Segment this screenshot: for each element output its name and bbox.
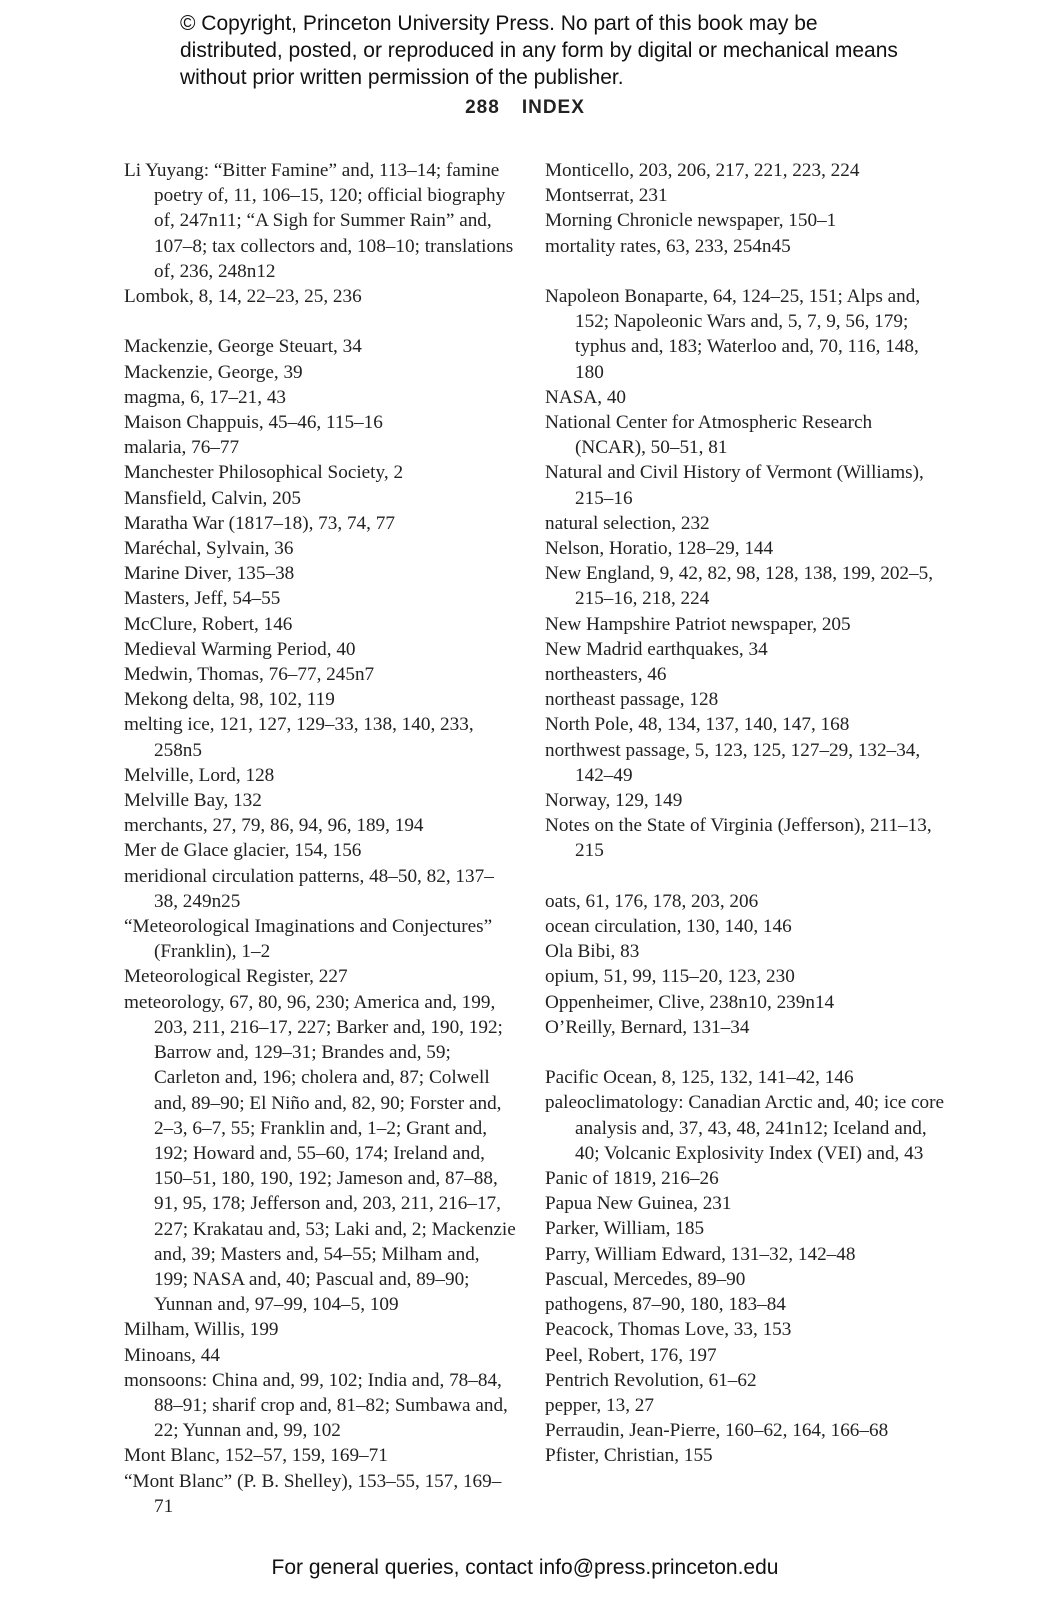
- index-entry: oats, 61, 176, 178, 203, 206: [545, 890, 759, 912]
- index-entry: opium, 51, 99, 115–20, 123, 230: [545, 966, 795, 988]
- index-entry: Lombok, 8, 14, 22–23, 25, 236: [124, 286, 362, 308]
- index-entry: Pacific Ocean, 8, 125, 132, 141–42, 146: [545, 1067, 854, 1089]
- index-entry: Morning Chronicle newspaper, 150–1: [545, 210, 837, 232]
- index-entry: “Meteorological Imaginations and Conjectures” (Franklin), 1–2: [124, 916, 493, 963]
- index-entry: Manchester Philosophical Society, 2: [124, 462, 404, 484]
- index-entry: northeast passage, 128: [545, 689, 719, 711]
- index-entry: Pascual, Mercedes, 89–90: [545, 1268, 746, 1290]
- index-column-right: [545, 158, 945, 1469]
- index-entry: NASA, 40: [545, 386, 627, 408]
- index-entry: “Mont Blanc” (P. B. Shelley), 153–55, 157, 169–71: [124, 1470, 502, 1517]
- index-entry: meridional circulation patterns, 48–50, 82, 137–38, 249n25: [124, 865, 494, 912]
- index-entry: Milham, Willis, 199: [124, 1319, 279, 1341]
- index-entry: Norway, 129, 149: [545, 790, 683, 812]
- index-entry: Papua New Guinea, 231: [545, 1193, 732, 1215]
- index-entry: National Center for Atmospheric Research (NCAR), 50–51, 81: [545, 412, 873, 459]
- index-entry: Perraudin, Jean-Pierre, 160–62, 164, 166–68: [545, 1420, 889, 1442]
- index-entry: Mekong delta, 98, 102, 119: [124, 689, 335, 711]
- index-entry: Montserrat, 231: [545, 185, 668, 207]
- index-entry: natural selection, 232: [545, 512, 710, 534]
- index-entry: North Pole, 48, 134, 137, 140, 147, 168: [545, 714, 850, 736]
- index-entry: malaria, 76–77: [124, 437, 240, 459]
- index-entry: Masters, Jeff, 54–55: [124, 588, 281, 610]
- copyright-notice: © Copyright, Princeton University Press. No part of this book may be distributed, posted, or reproduced in any form by digital or mechanical means without prior written permission of the publisher.: [180, 12, 898, 89]
- index-entry: Maison Chappuis, 45–46, 115–16: [124, 412, 383, 434]
- index-entry: Medieval Warming Period, 40: [124, 638, 356, 660]
- index-entry: Mansfield, Calvin, 205: [124, 487, 301, 509]
- index-entry: Marine Diver, 135–38: [124, 563, 295, 585]
- index-entry: melting ice, 121, 127, 129–33, 138, 140, 233, 258n5: [124, 714, 474, 761]
- index-entry: Panic of 1819, 216–26: [545, 1168, 719, 1190]
- index-entry: Maréchal, Sylvain, 36: [124, 538, 294, 560]
- index-entry: Mackenzie, George, 39: [124, 361, 303, 383]
- index-entry: Minoans, 44: [124, 1344, 220, 1366]
- index-entry: merchants, 27, 79, 86, 94, 96, 189, 194: [124, 815, 424, 837]
- contact-footer: For general queries, contact info@press.princeton.edu: [271, 1556, 779, 1579]
- index-entry: Li Yuyang: “Bitter Famine” and, 113–14; famine poetry of, 11, 106–15, 120; official biography of, 247n11; “A Sigh for Summer Rain” and, 107–8; tax collectors and, 108–10; translations of, 236, 248n12: [124, 160, 514, 282]
- index-entry: Pfister, Christian, 155: [545, 1445, 713, 1467]
- index-entry: New Hampshire Patriot newspaper, 205: [545, 613, 851, 635]
- index-entry: pathogens, 87–90, 180, 183–84: [545, 1294, 786, 1316]
- index-entry: Nelson, Horatio, 128–29, 144: [545, 538, 774, 560]
- running-head: [0, 97, 1050, 119]
- index-entry: Medwin, Thomas, 76–77, 245n7: [124, 664, 375, 686]
- index-entry: pepper, 13, 27: [545, 1394, 654, 1416]
- index-entry: McClure, Robert, 146: [124, 613, 293, 635]
- index-entry: O’Reilly, Bernard, 131–34: [545, 1016, 750, 1038]
- index-entry: monsoons: China and, 99, 102; India and, 78–84, 88–91; sharif crop and, 81–82; Sumbawa and, 22; Yunnan and, 99, 102: [124, 1369, 508, 1442]
- index-entry: northwest passage, 5, 123, 125, 127–29, 132–34, 142–49: [545, 739, 921, 786]
- index-entry: Notes on the State of Virginia (Jefferson), 211–13, 215: [545, 815, 932, 862]
- index-entry: New England, 9, 42, 82, 98, 128, 138, 199, 202–5, 215–16, 218, 224: [545, 563, 933, 610]
- index-entry: Mackenzie, George Steuart, 34: [124, 336, 362, 358]
- index-entry: Meteorological Register, 227: [124, 966, 348, 988]
- index-entry: Melville Bay, 132: [124, 790, 262, 812]
- index-entry: northeasters, 46: [545, 664, 667, 686]
- index-entry: Melville, Lord, 128: [124, 764, 275, 786]
- index-entry: magma, 6, 17–21, 43: [124, 386, 287, 408]
- index-entry: mortality rates, 63, 233, 254n45: [545, 235, 791, 257]
- index-entry: Monticello, 203, 206, 217, 221, 223, 224: [545, 160, 860, 181]
- index-entry: Natural and Civil History of Vermont (Williams), 215–16: [545, 462, 924, 509]
- index-entry: Ola Bibi, 83: [545, 941, 640, 963]
- index-entry: Mont Blanc, 152–57, 159, 169–71: [124, 1445, 388, 1467]
- index-entry: meteorology, 67, 80, 96, 230; America and, 199, 203, 211, 216–17, 227; Barker and, 190, 192; Barrow and, 129–31; Brandes and, 59; Carleton and, 196; cholera and, 87; Colwell and, 89–90; El Niño and, 82, 90; Forster and, 2–3, 6–7, 55; Franklin and, 1–2; Grant and, 192; Howard and, 55–60, 174; Ireland and, 150–51, 180, 190, 192; Jameson and, 87–88, 91, 95, 178; Jefferson and, 203, 211, 216–17, 227; Krakatau and, 53; Laki and, 2; Mackenzie and, 39; Masters and, 54–55; Milham and, 199; NASA and, 40; Pascual and, 89–90; Yunnan and, 97–99, 104–5, 109: [124, 991, 516, 1316]
- index-entry: New Madrid earthquakes, 34: [545, 638, 768, 660]
- index-entry: Pentrich Revolution, 61–62: [545, 1369, 757, 1391]
- index-entry: Parker, William, 185: [545, 1218, 705, 1240]
- page-number: 288: [465, 97, 500, 118]
- index-entry: Oppenheimer, Clive, 238n10, 239n14: [545, 991, 835, 1013]
- index-entry: Maratha War (1817–18), 73, 74, 77: [124, 512, 395, 534]
- index-entry: Parry, William Edward, 131–32, 142–48: [545, 1243, 856, 1265]
- index-entry: paleoclimatology: Canadian Arctic and, 40; ice core analysis and, 37, 43, 48, 241n12; Iceland and, 40; Volcanic Explosivity Index (VEI) and, 43: [545, 1092, 945, 1164]
- index-entry: ocean circulation, 130, 140, 146: [545, 916, 792, 938]
- index-entry: Napoleon Bonaparte, 64, 124–25, 151; Alps and, 152; Napoleonic Wars and, 5, 7, 9, 56, 179; typhus and, 183; Waterloo and, 70, 116, 148, 180: [545, 286, 921, 383]
- index-column-left: [124, 158, 516, 1519]
- section-title: INDEX: [521, 97, 585, 118]
- index-entry: Peacock, Thomas Love, 33, 153: [545, 1319, 792, 1341]
- index-entry: Mer de Glace glacier, 154, 156: [124, 840, 362, 862]
- index-entry: Peel, Robert, 176, 197: [545, 1344, 717, 1366]
